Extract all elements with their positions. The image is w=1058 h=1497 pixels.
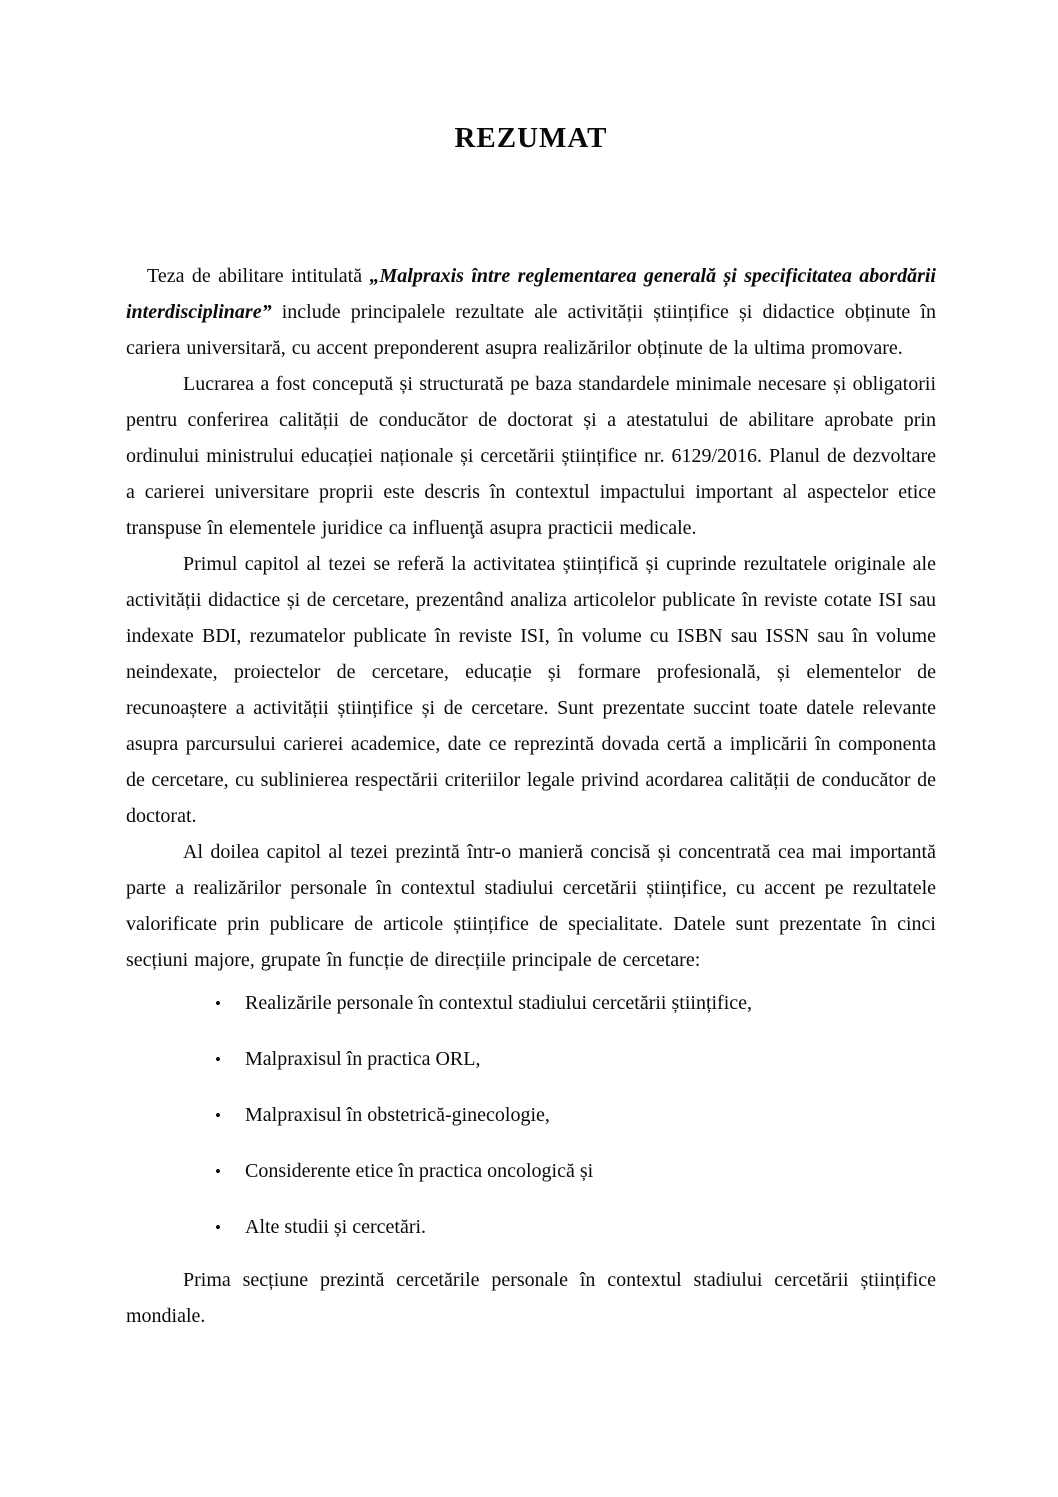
list-item-text: Malpraxisul în obstetrică-ginecologie, <box>245 1104 550 1126</box>
intro-lead-text: Teza de abilitare intitulată <box>147 265 370 287</box>
research-directions-list <box>126 985 936 1246</box>
bullet-icon: • <box>215 1050 221 1069</box>
paragraph-second-chapter: Al doilea capitol al tezei prezintă într-o manieră concisă și concentrată cea mai importantă parte a realizărilor personale în contextul stadiului cercetării științifice, cu accent pe rezultatele valorificate prin publicare de articole științifice de specialitate. Datele sunt prezentate în cinci secțiuni majore, grupate în funcție de direcțiile principale de cercetare: <box>126 841 936 971</box>
intro-rest-text: include principalele rezultate ale activității științifice și didactice obținute în cariera universitară, cu accent preponderent asupra realizărilor obținute de la ultima promovare. <box>126 301 936 359</box>
list-item <box>215 1153 936 1190</box>
page-title: REZUMAT <box>454 122 608 154</box>
bullet-icon: • <box>215 1218 221 1237</box>
list-item-text: Malpraxisul în practica ORL, <box>245 1048 481 1070</box>
list-item-text: Alte studii și cercetări. <box>245 1216 427 1238</box>
list-item <box>215 1041 936 1078</box>
thesis-title: „Malpraxis între reglementarea generală și specificitatea abordării interdisciplinare” <box>126 265 936 323</box>
list-item <box>215 1209 936 1246</box>
paragraph-structure: Lucrarea a fost concepută și structurată pe baza standardele minimale necesare și obligatorii pentru conferirea calității de conducător de doctorat și a atestatului de abilitare aprobate prin ordinului ministrului educației naționale și cercetării științifice nr. 6129/2016. Planul de dezvoltare a carierei universitare proprii este descris în contextul impactului important al aspectelor etice transpuse în elementele juridice ca influenţă asupra practicii medicale. <box>126 373 936 539</box>
bullet-icon: • <box>215 994 221 1013</box>
paragraph-first-section: Prima secțiune prezintă cercetările personale în contextul stadiului cercetării științifice mondiale. <box>126 1269 936 1327</box>
list-item <box>215 1097 936 1134</box>
list-item-text: Realizările personale în contextul stadiului cercetării științifice, <box>245 992 753 1014</box>
bullet-icon: • <box>215 1162 221 1181</box>
list-item <box>215 985 936 1022</box>
paragraph-intro <box>126 258 936 366</box>
paragraph-first-chapter: Primul capitol al tezei se referă la activitatea științifică și cuprinde rezultatele originale ale activității didactice și de cercetare, prezentând analiza articolelor publicate în reviste cotate ISI sau indexate BDI, rezumatelor publicate în reviste ISI, în volume cu ISBN sau ISSN sau în volume neindexate, proiectelor de cercetare, educație și formare profesională, și elementelor de recunoaștere a activității științifice și de cercetare. Sunt prezentate succint toate datele relevante asupra parcursului carierei academice, date ce reprezintă dovada certă a implicării în componenta de cercetare, cu sublinierea respectării criteriilor legale privind acordarea calității de conducător de doctorat. <box>126 553 936 827</box>
list-item-text: Considerente etice în practica oncologică și <box>245 1160 594 1182</box>
bullet-icon: • <box>215 1106 221 1125</box>
